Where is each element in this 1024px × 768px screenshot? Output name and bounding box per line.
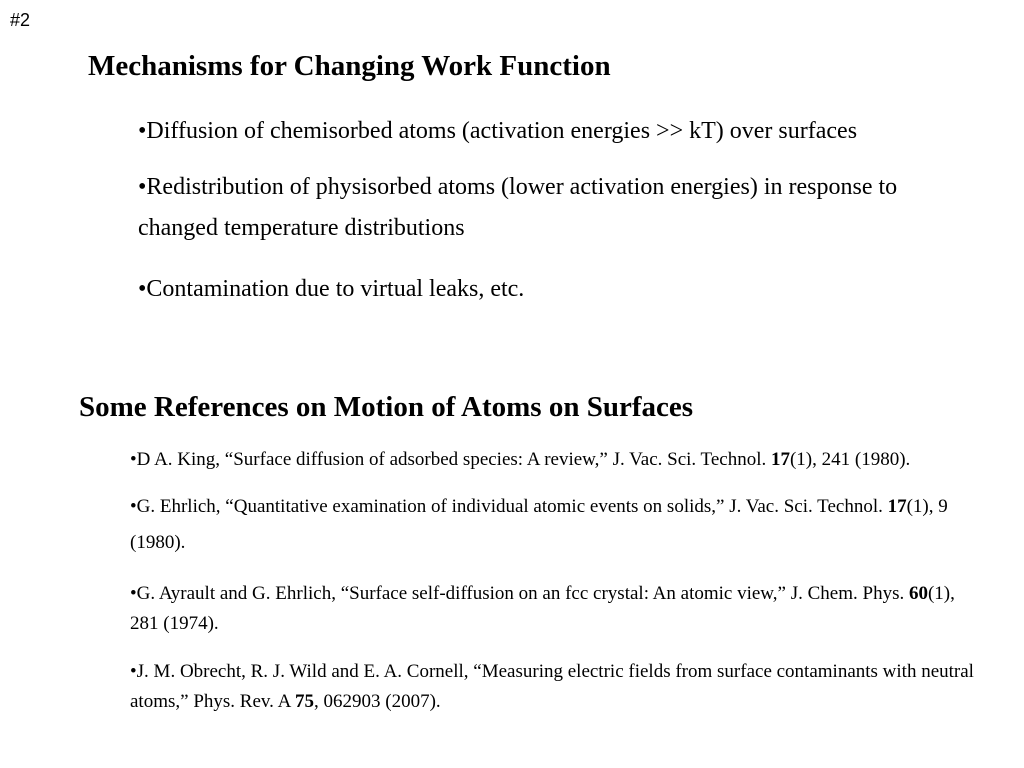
section-title-references: Some References on Motion of Atoms on Surfaces <box>79 391 694 423</box>
list-item: •Redistribution of physisorbed atoms (lower activation energies) in response to changed temperature distributions <box>138 174 898 241</box>
section-title-mechanisms: Mechanisms for Changing Work Function <box>88 50 611 82</box>
reference-item <box>130 579 980 639</box>
reference-citation: •G. Ehrlich, “Quantitative examination of individual atomic events on solids,” J. Vac. Sci. Technol. <box>130 496 888 517</box>
reference-item <box>130 657 980 717</box>
reference-citation: •J. M. Obrecht, R. J. Wild and E. A. Cornell, “Measuring electric fields from surface contaminants with neutral atoms,” Phys. Rev. A <box>130 661 974 712</box>
list-item: •Diffusion of chemisorbed atoms (activation energies >> kT) over surfaces <box>138 118 858 144</box>
slide-number: #2 <box>10 10 31 30</box>
reference-pages: , 062903 (2007). <box>314 691 441 712</box>
mechanisms-list <box>138 114 928 329</box>
list-item: •Contamination due to virtual leaks, etc. <box>138 276 525 302</box>
reference-volume: 17 <box>887 496 907 517</box>
reference-pages: (1), 9 (1980). <box>130 496 948 553</box>
reference-volume: 75 <box>295 691 315 712</box>
reference-citation: •D A. King, “Surface diffusion of adsorbed species: A review,” J. Vac. Sci. Technol. <box>130 449 771 470</box>
reference-pages: (1), 241 (1980). <box>789 449 911 470</box>
reference-pages: (1), 281 (1974). <box>130 583 955 634</box>
reference-volume: 60 <box>908 583 928 604</box>
reference-item <box>130 445 980 475</box>
reference-citation: •G. Ayrault and G. Ehrlich, “Surface self-diffusion on an fcc crystal: An atomic view,” J. Chem. Phys. <box>130 583 909 604</box>
references-list <box>130 445 980 735</box>
reference-item <box>130 489 980 561</box>
reference-volume: 17 <box>770 449 790 470</box>
